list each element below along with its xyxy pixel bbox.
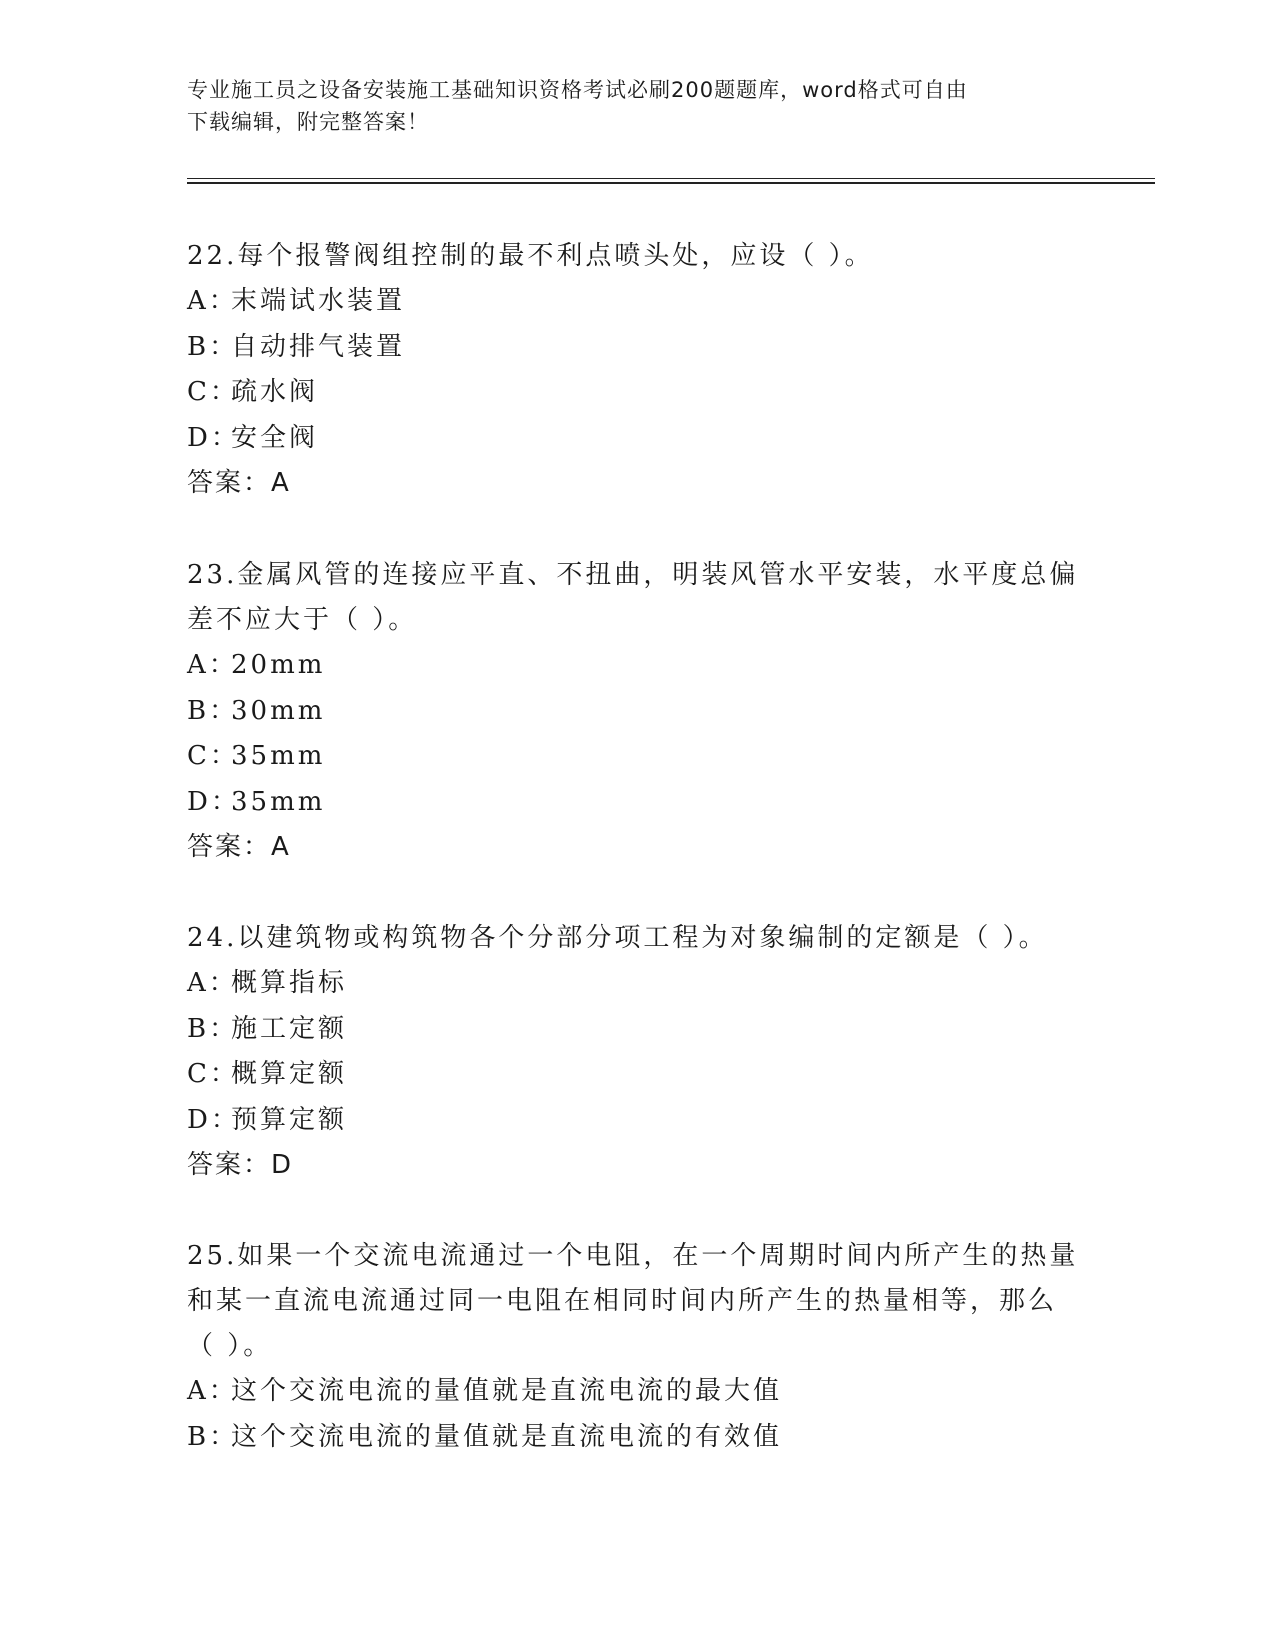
option-text: 概算指标 (231, 968, 348, 998)
question-22 (187, 234, 1087, 506)
option-c (187, 1052, 1087, 1098)
option-key: D： (187, 1104, 240, 1135)
option-text: 施工定额 (231, 1013, 348, 1044)
option-key: A： (187, 650, 238, 680)
option-c (187, 370, 1087, 416)
question-stem: 24.以建筑物或构筑物各个分部分项工程为对象编制的定额是（ ）。 (187, 923, 1048, 953)
question-stem-line-2: 和某一直流电流通过同一电阻在相同时间内所产生的热量相等，那么 (187, 1286, 1058, 1316)
option-text: 这个交流电流的量值就是直流电流的最大值 (231, 1376, 783, 1406)
option-text: 安全阀 (231, 422, 319, 453)
option-text: 35mm (231, 741, 326, 771)
option-key: B： (187, 695, 239, 726)
option-key: A： (187, 968, 238, 998)
option-text: 自动排气装置 (231, 331, 406, 362)
question-stem: 22.每个报警阀组控制的最不利点喷头处，应设（ ）。 (187, 241, 874, 271)
option-key: D： (187, 422, 240, 453)
option-c (187, 734, 1087, 780)
question-23 (187, 553, 1087, 870)
option-d (187, 780, 1087, 826)
option-text: 疏水阀 (231, 377, 319, 407)
option-text: 概算定额 (231, 1059, 348, 1089)
question-25 (187, 1234, 1087, 1460)
header-divider-top (187, 178, 1155, 179)
option-text: 预算定额 (231, 1104, 348, 1135)
option-b (187, 1007, 1087, 1053)
option-text: 这个交流电流的量值就是直流电流的有效值 (231, 1421, 783, 1452)
option-text: 20mm (231, 650, 326, 680)
option-b (187, 689, 1087, 735)
header-line-2: 下载编辑，附完整答案！ (187, 110, 429, 134)
answer-line: 答案：A (187, 832, 291, 862)
option-a (187, 279, 1087, 325)
question-stem-line-1: 23.金属风管的连接应平直、不扭曲，明装风管水平安装，水平度总偏 (187, 560, 1079, 590)
header-line-1: 专业施工员之设备安装施工基础知识资格考试必刷200题题库，word格式可自由 (187, 78, 968, 102)
option-key: B： (187, 331, 239, 362)
option-a (187, 1369, 1087, 1415)
option-d (187, 1098, 1087, 1144)
option-key: A： (187, 286, 238, 316)
answer-line: 答案：D (187, 1150, 294, 1180)
option-text: 35mm (231, 786, 326, 817)
option-a (187, 961, 1087, 1007)
option-key: B： (187, 1013, 239, 1044)
option-key: B： (187, 1421, 239, 1452)
option-a (187, 643, 1087, 689)
answer-line: 答案：A (187, 468, 291, 498)
option-b (187, 1415, 1087, 1461)
question-24 (187, 916, 1087, 1188)
question-stem-line-3: （ ）。 (187, 1331, 273, 1361)
document-header (187, 74, 1087, 138)
option-text: 末端试水装置 (231, 286, 406, 316)
option-key: D： (187, 786, 240, 817)
option-d (187, 416, 1087, 462)
header-divider-bottom (187, 182, 1155, 184)
option-text: 30mm (231, 695, 326, 726)
option-key: C： (187, 1059, 239, 1089)
option-key: C： (187, 377, 239, 407)
option-key: C： (187, 741, 239, 771)
question-stem-line-1: 25.如果一个交流电流通过一个电阻，在一个周期时间内所产生的热量 (187, 1241, 1079, 1271)
question-stem-line-2: 差不应大于（ ）。 (187, 605, 418, 635)
option-b (187, 325, 1087, 371)
option-key: A： (187, 1376, 238, 1406)
